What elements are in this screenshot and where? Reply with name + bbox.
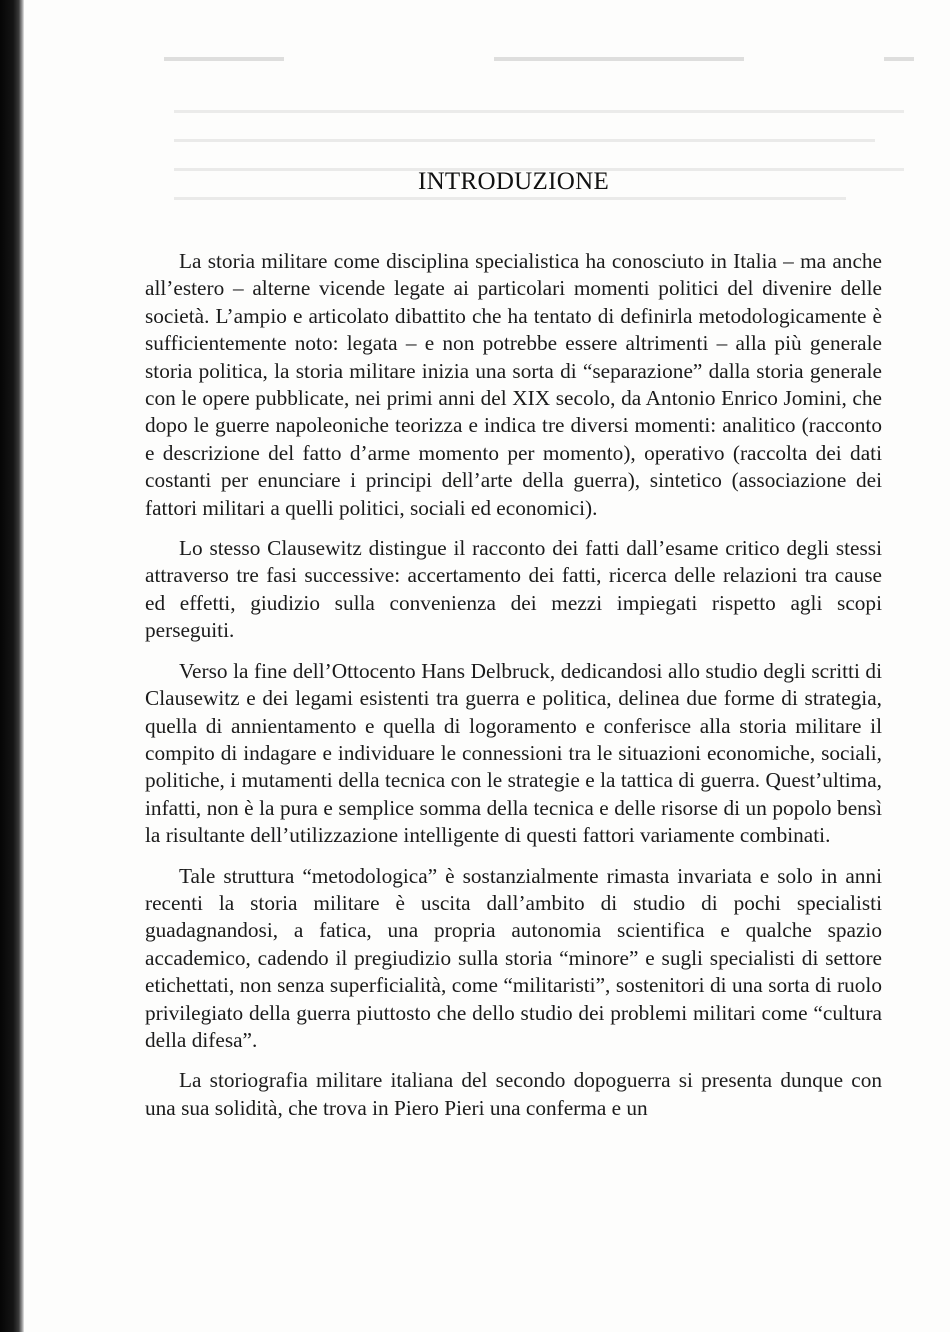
chapter-title: INTRODUZIONE — [417, 168, 610, 195]
paragraph-2: Lo stesso Clausewitz distingue il racconto dei fatti dall’esame critico degli stessi attraverso tre fasi successive: accertamento dei fatti, ricerca delle relazioni tra cause ed effetti, giudizio sulla convenienza dei mezzi impiegati rispetto agli scopi perseguiti. — [145, 536, 882, 643]
show-through-header — [164, 52, 924, 66]
scan-binding-shadow — [0, 0, 24, 1332]
page-content — [145, 168, 882, 1135]
paragraph-3: Verso la fine dell’Ottocento Hans Delbruck, dedicandosi allo studio degli scritti di Clausewitz e dei legami esistenti tra guerra e politica, delinea due forme di strategia, quella di annientamento e quella di logoramento e conferisce alla storia militare il compito di indagare e individuare le connessioni tra le situazioni economiche, sociali, politiche, i mutamenti della tecnica con le strategie e la tattica di guerra. Quest’ultima, infatti, non è la pura e semplice somma della tecnica e delle risorse di un popolo bensì la risultante dell’utilizzazione intelligente di questi fattori variamente combinati. — [145, 658, 882, 848]
paragraph-1: La storia militare come disciplina specialistica ha conosciuto in Italia – ma anche all’estero – alterne vicende legate ai particolari momenti politici del divenire delle società. L’ampio e articolato dibattito che ha tentato di definirla metodologicamente è sufficientemente noto: legata – e non potrebbe essere altrimenti – alla più generale storia politica, la storia militare inizia una sorta di “separazione” dalla storia generale con le opere pubblicate, nei primi anni del XIX secolo, da Antonio Enrico Jomini, che dopo le guerre napoleoniche teorizza e indica tre diversi momenti: analitico (racconto e descrizione del fatto d’arme momento per momento), operativo (raccolta dei dati costanti per enunciare i principi dell’arte della guerra), sintetico (associazione dei fattori militari a quelli politici, sociali ed economici). — [145, 249, 882, 520]
paragraph-4: Tale struttura “metodologica” è sostanzialmente rimasta invariata e solo in anni recenti la storia militare è uscita dall’ambito di studio di pochi specialisti guadagnandosi, a fatica, una propria autonomia scientifica e qualche spazio accademico, cadendo il pregiudizio sulla storia “minore” e sugli specialisti di settore etichettati, non senza superficialità, come “militaristi”, sostenitori di una sorta di ruolo privilegiato della guerra piuttosto che dello studio dei problemi militari come “cultura della difesa”. — [145, 863, 882, 1052]
paragraph-5: La storiografia militare italiana del secondo dopoguerra si presenta dunque con una sua solidità, che trova in Piero Pieri una conferma e un — [145, 1068, 882, 1120]
